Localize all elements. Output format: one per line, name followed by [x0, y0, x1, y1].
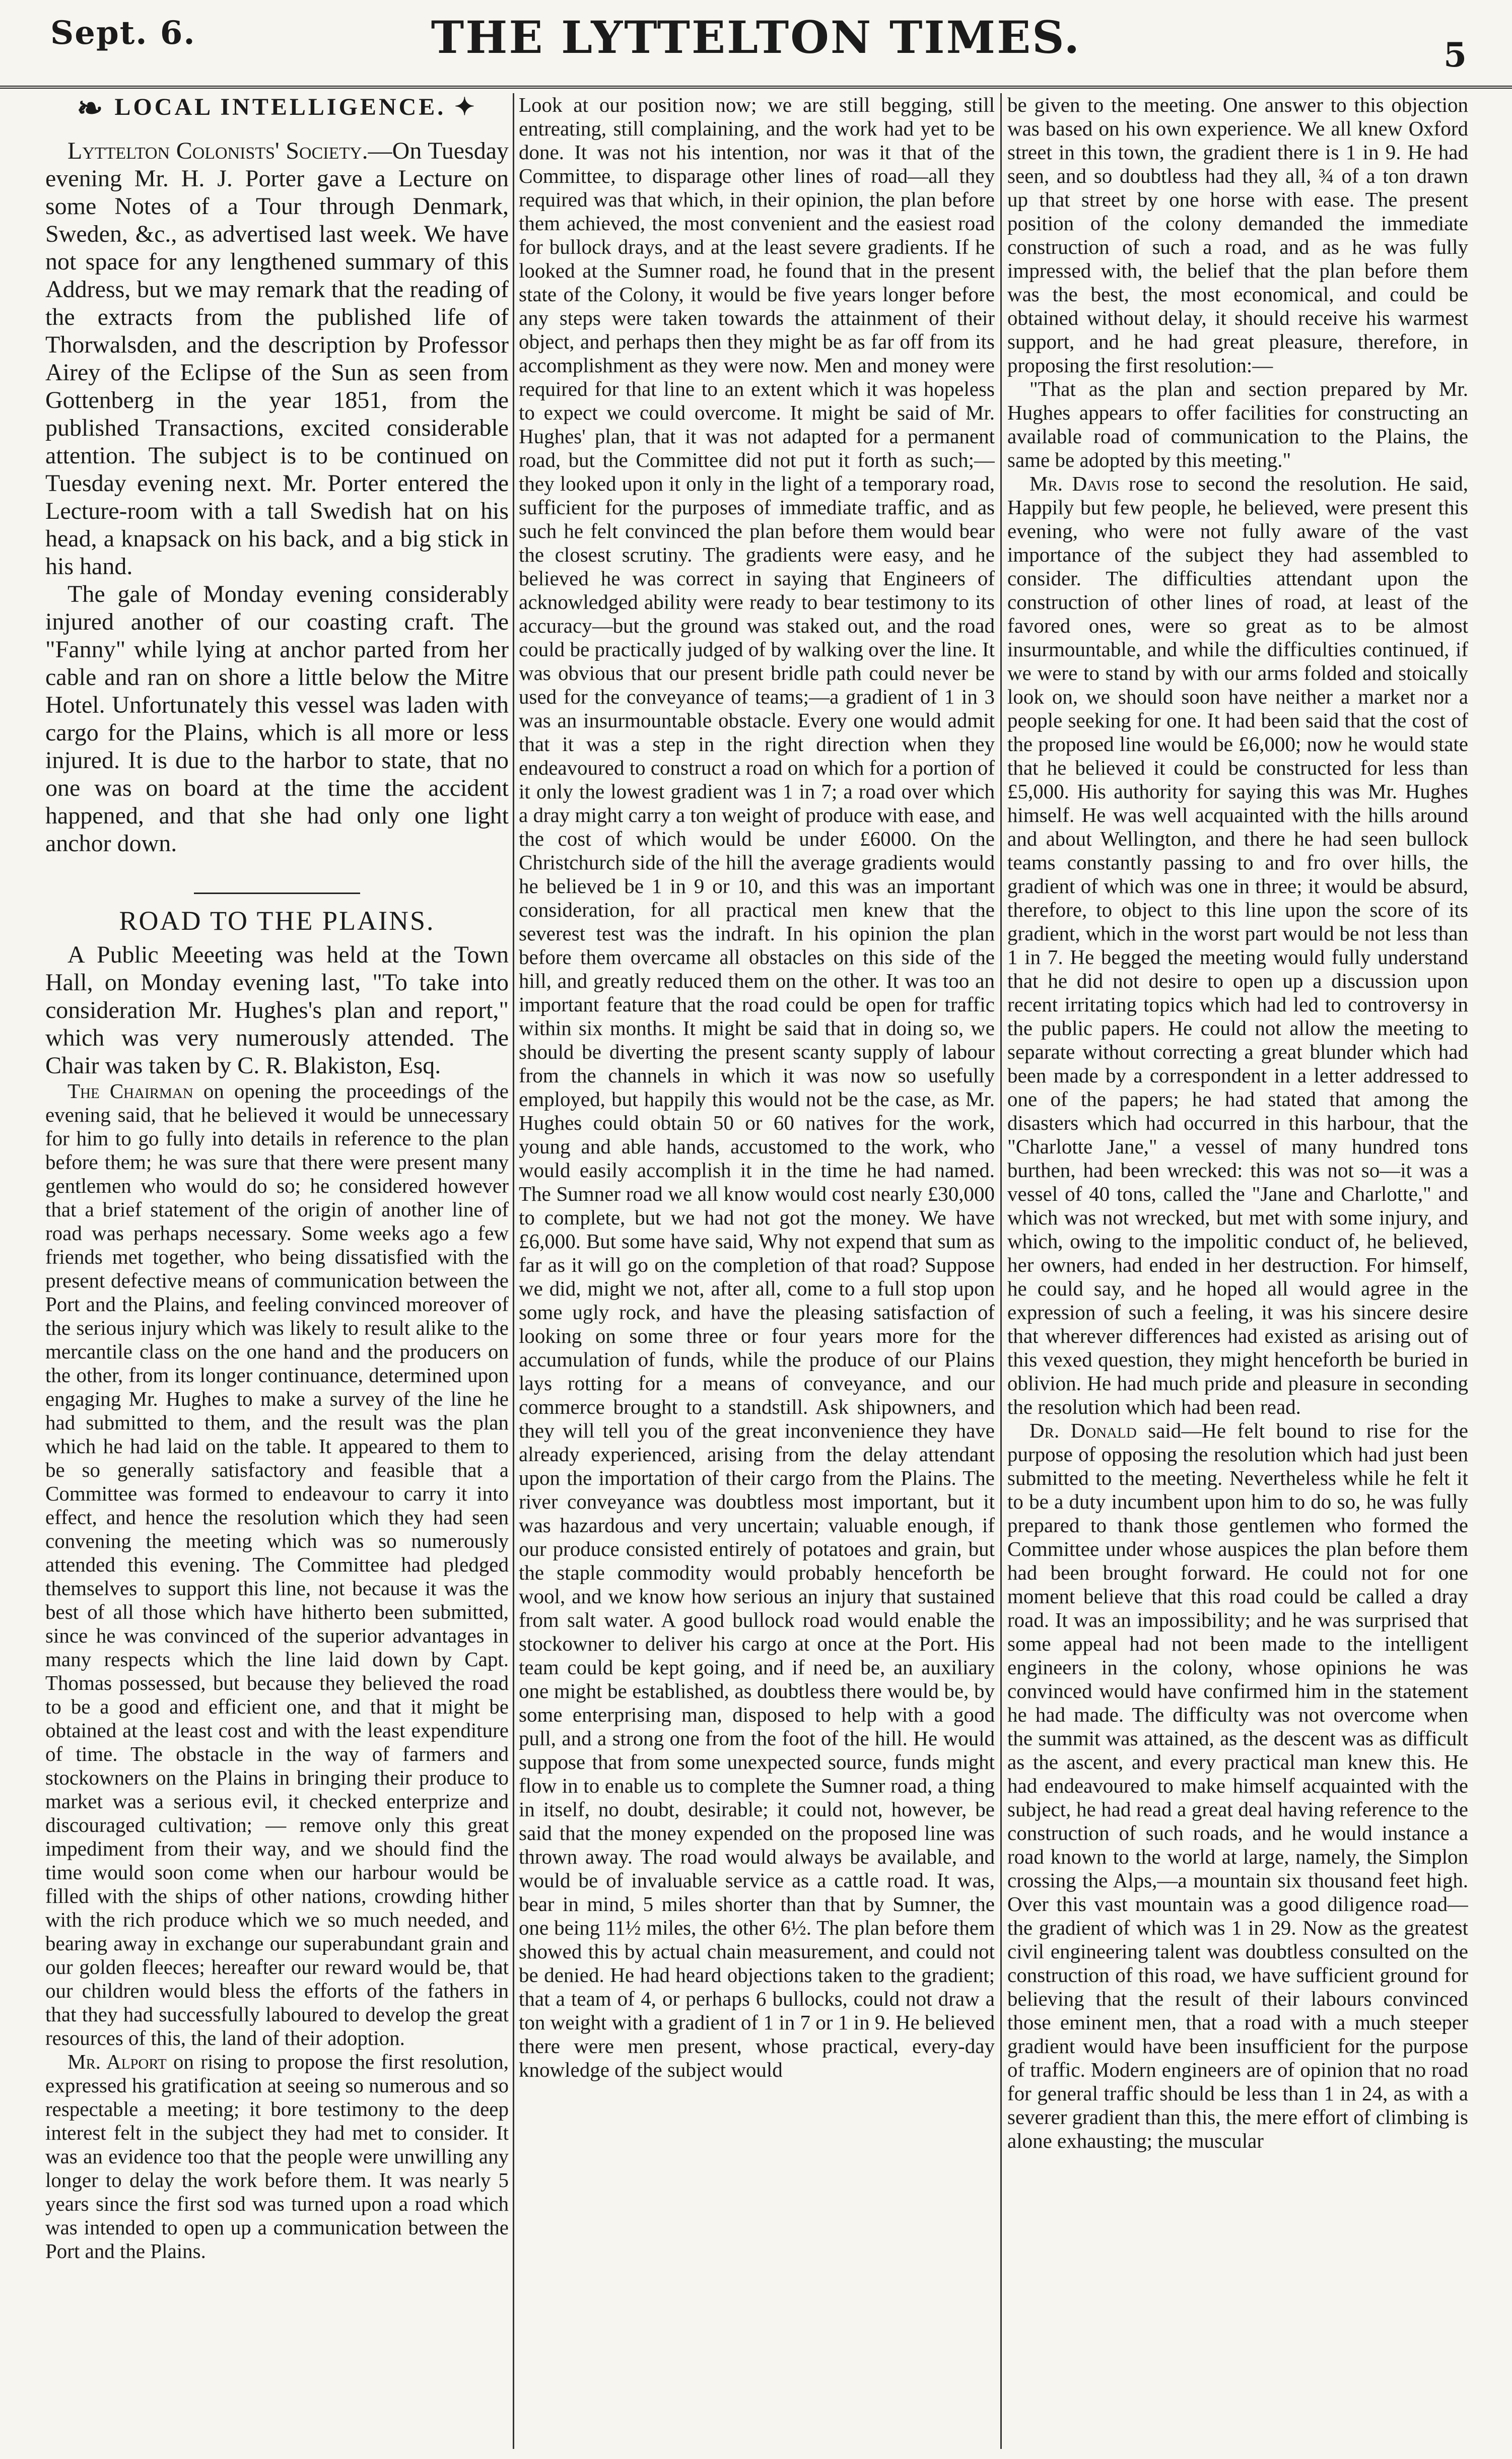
issue-date: Sept. 6.: [50, 14, 196, 52]
speaker-name: Dr. Donald: [1029, 1419, 1137, 1442]
article-paragraph: Look at our position now; we are still begging, still entreating, still complaining, and the work had yet to be done. It was not his intention, nor was it that of the Committee, to disparage other lines of road—all they required was that which, in their opinion, the plan before them achieved, the most convenient and the easiest road for bullock drays, and at the least severe gradients. If he looked at the Sumner road, he found that in the present state of the Colony, it would be five years longer before any steps were taken towards the attainment of their object, and perhaps then they might be as far off from its accomplishment as they were now. Men and money were required for that line to an extent which it was hopeless to expect we could overcome. It might be said of Mr. Hughes' plan, that it was not adapted for a permanent road, but the Committee did not put it forth as such;—they looked upon it only in the light of a temporary road, sufficient for the purposes of immediate traffic, and as such he felt convinced the plan before them would bear the closest scrutiny. The gradients were easy, and he believed he was correct in saying that Engineers of acknowledged ability were ready to bear testimony to its accuracy—but the ground was staked out, and the road could be practically judged of by walking over the line. It was obvious that our present bridle path could never be used for the conveyance of teams;—a gradient of 1 in 3 was an insurmountable obstacle. Every one would admit that it was a step in the right direction when they endeavoured to construct a road on which for a portion of it only the lowest gradient was 1 in 7; a road over which a dray might carry a ton weight of produce with ease, and the cost of which would be under £6000. On the Christchurch side of the hill the average gradients would he believed be 1 in 9 or 10, and this was an important consideration, for all practical men knew that the severest test was the indraft. In his opinion the plan before them overcame all obstacles on this side of the hill, and greatly reduced them on the other. It was too an important feature that the road could be open for traffic within six months. It might be said that in doing so, we should be diverting the present scanty supply of labour from the channels in which it was now so usefully employed, but happily this would not be the case, as Mr. Hughes could obtain 50 or 60 natives for the work, young and able hands, accustomed to the work, who would easily accomplish it in the time he had named. The Sumner road we all know would cost nearly £30,000 to complete, but we had not got the money. We have £6,000. But some have said, Why not expend that sum as far as it will go on the completion of that road? Suppose we did, might we not, after all, come to a full stop upon some ugly rock, and have the pleasing satisfaction of looking on some three or four years more for the accumulation of funds, while the produce of our Plains lays rotting for a means of conveyance, and our commerce brought to a standstill. Ask shipowners, and they will tell you of the great inconvenience they have already experienced, arising from the delay attendant upon the importation of their cargo from the Plains. The river conveyance was doubtless most important, but it was hazardous and very uncertain; valuable enough, if our produce consisted entirely of potatoes and grain, but the staple commodity would probably henceforth be wool, and we know how serious an injury that sustained from salt water. A good bullock road would enable the stockowner to deliver his cargo at once at the Port. His team could be kept going, and if need be, an auxiliary one might be established, as doubtless there would be, by some enterprising man, disposed to help with a good pull, and a strong one from the foot of the hill. He would suppose that from some unexpected source, funds might flow in to enable us to complete the Sumner road, a thing in itself, no doubt, desirable; it could not, however, be said that the money expended on the proposed line was thrown away. The road would always be available, and would be of invaluable service as a cattle road. It was, bear in mind, 5 miles shorter than that by Sumner, the one being 11½ miles, the other 6½. The plan before them showed this by actual chain measurement, and could not be denied. He had heard objections taken to the gradient; that a team of 4, or perhaps 6 bullocks, could not draw a ton weight with a gradient of 1 in 7 or 1 in 9. He believed there were men present, whose practical, every-day knowledge of the subject would: [519, 93, 995, 2081]
article-paragraph: Dr. Donald said—He felt bound to rise for the purpose of opposing the resolution which had just been submitted to the meeting. Nevertheless while he felt it to be a duty incumbent upon him to do so, he was fully prepared to thank those gentlemen who formed the Committee under whose auspices the plan before them had been brought forward. He could not for one moment believe that this road could be called a dray road. It was an impossibility; and he was surprised that some appeal had not been made to the intelligent engineers in the colony, whose opinions he was convinced would have confirmed him in the statement he had made. The difficulty was not overcome when the summit was attained, as the descent was as difficult as the ascent, and every practical man knew this. He had endeavoured to make himself acquainted with the subject, he had read a great deal having reference to the construction of such roads, and he would instance a road known to the world at large, namely, the Simplon crossing the Alps,—a mountain six thousand feet high. Over this vast mountain was a good diligence road—the gradient of which was 1 in 29. Now as the greatest civil engineering talent was doubtless consulted on the construction of this road, we have sufficient ground for believing that the result of their labours convinced those eminent men, that a road with a much steeper gradient would have been insufficient for the purpose of traffic. Modern engineers are of opinion that no road for general traffic should be less than 1 in 24, as with a severer gradient than this, the mere effort of climbing is alone exhausting; the muscular: [1007, 1419, 1468, 2152]
article-paragraph: The gale of Monday evening considerably injured another of our coasting craft. The "Fanny" while lying at anchor parted from her cable and ran on shore a little below the Mitre Hotel. Unfortunately this vessel was laden with cargo for the Plains, which is all more or less injured. It is due to the harbor to state, that no one was on board at the time the accident happened, and that she had only one light anchor down.: [45, 581, 509, 857]
column-rule: [513, 93, 514, 2449]
article-paragraph: Mr. Alport on rising to propose the first resolution, expressed his gratification at seeing so numerous and so respectable a meeting; it bore testimony to the deep interest felt in the subject they had met to consider. It was an evidence too that the people were unwilling any longer to delay the work before them. It was nearly 5 years since the first sod was turned upon a road which was intended to open up a communication between the Port and the Plains.: [45, 2050, 509, 2263]
article-paragraph: The Chairman on opening the proceedings of the evening said, that he believed it would be unnecessary for him to go fully into details in reference to the plan before them; he was sure that there were present many gentlemen who would do so; he considered however that a brief statement of the origin of another line of road was perhaps necessary. Some weeks ago a few friends met together, who being dissatisfied with the present defective means of communication between the Port and the Plains, and feeling convinced moreover of the serious injury which was likely to result alike to the mercantile class on the one hand and the producers on the other, from its longer continuance, determined upon engaging Mr. Hughes to make a survey of the line he had submitted to them, and the result was the plan which he had laid on the table. It appeared to them to be so generally satisfactory and feasible that a Committee was formed to endeavour to carry it into effect, and hence the resolution which they had seen convening the meeting which was so numerously attended this evening. The Committee had pledged themselves to support this line, not because it was the best of all those which have hitherto been submitted, since he was convinced of the superior advantages in many respects which the line laid down by Capt. Thomas possessed, but because they believed the road to be a good and efficient one, and that it might be obtained at the least cost and with the least expenditure of time. The obstacle in the way of farmers and stockowners on the Plains in bringing their produce to market was a serious evil, it checked enterprize and discouraged cultivation; — remove only this great impediment from their way, and we should find the time would soon come when our harbour would be filled with the ships of other nations, crowding hither with the rich produce which we so much needed, and bearing away in exchange our superabundant grain and our golden fleeces; hereafter our reward would be, that our children would bless the efforts of the fathers in that they had successfully laboured to develop the great resources of this, the land of their adoption.: [45, 1079, 509, 2050]
section-divider: [194, 893, 360, 894]
road-to-plains-heading: ROAD TO THE PLAINS.: [119, 906, 435, 936]
article-paragraph: be given to the meeting. One answer to this objection was based on his own experience. We all knew Oxford street in this town, the gradient there is 1 in 9. He had seen, and so doubtless had they all, ¾ of a ton drawn up that street by one horse with ease. The present position of the colony demanded the immediate construction of such a road, and as he was fully impressed with, the belief that the plan before them was the best, the most economical, and could be obtained without delay, it should receive his warmest support, and he had great pleasure, therefore, in proposing the first resolution:—: [1007, 93, 1468, 377]
speaker-name: Mr. Alport: [67, 2050, 167, 2074]
speaker-name: Mr. Davis: [1029, 472, 1120, 495]
column-rule: [1000, 93, 1002, 2449]
column-3: [1007, 93, 1468, 2449]
resolution-quote: "That as the plan and section prepared by Mr. Hughes appears to offer facilities for constructing an available road of communication to the Plains, the same be adopted by this meeting.": [1007, 377, 1468, 471]
ornament-icon: ❧: [77, 93, 106, 126]
article-paragraph: Lyttelton Colonists' Society.—On Tuesday evening Mr. H. J. Porter gave a Lecture on some Notes of a Tour through Denmark, Sweden, &c., as advertised last week. We have not space for any lengthened summary of this Address, but we may remark that the reading of the extracts from the published life of Thorwalsden, and the description by Professor Airey of the Eclipse of the Sun as seen from Gottenberg in the year 1851, from the published Transactions, excited considerable attention. The subject is to be continued on Tuesday evening next. Mr. Porter entered the Lecture-room with a tall Swedish hat on his head, a knapsack on his back, and a big stick in his hand.: [45, 138, 509, 580]
page-number: 5: [1444, 35, 1467, 75]
column-1: [45, 93, 509, 2449]
newspaper-title: THE LYTTELTON TIMES.: [431, 11, 1081, 63]
speaker-name: The Chairman: [67, 1079, 193, 1103]
paragraph-lead: Lyttelton Colonists' Society.: [67, 138, 368, 165]
article-paragraph: A Public Meeeting was held at the Town Hall, on Monday evening last, "To take into consideration Mr. Hughes's plan and report," which was very numerously attended. The Chair was taken by C. R. Blakiston, Esq.: [45, 941, 509, 1079]
column-2: [519, 93, 995, 2449]
article-paragraph: Mr. Davis rose to second the resolution. He said, Happily but few people, he believed, were present this evening, who were not fully aware of the vast importance of the subject they had assembled to consider. The difficulties attendant upon the construction of other lines of road, at least of the favored ones, were so great as to be almost insurmountable, and while the difficulties continued, if we were to stand by with our arms folded and stoically look on, we should soon have neither a market nor a people seeking for one. It had been said that the cost of the proposed line would be £6,000; now he would state that he believed it could be constructed for less than £5,000. His authority for saying this was Mr. Hughes himself. He was well acquainted with the hills around and about Wellington, and there he had seen bullock teams constantly passing to and fro over hills, the gradient of which was one in three; it would be absurd, therefore, to object to this line upon the score of its gradient, which in the worst part would be not less than 1 in 7. He begged the meeting would fully understand that he did not desire to open up a discussion upon recent irritating topics which had led to controversy in the public papers. He could not allow the meeting to separate without correcting a great blunder which had been made by a correspondent in a letter addressed to one of the papers; he had stated that among the disasters which had occurred in this harbour, that the "Charlotte Jane," a vessel of many hundred tons burthen, had been wrecked: this was not so—it was a vessel of 40 tons, called the "Jane and Charlotte," and which was not wrecked, but met with some injury, and which, owing to the impolitic conduct of, he believed, her owners, had ended in her destruction. For himself, he could say, and he hoped all would agree in the expression of such a feeling, it was his sincere desire that wherever differences had existed as arising out of this vexed question, they might henceforth be buried in oblivion. He had much pride and pleasure in seconding the resolution which had been read.: [1007, 472, 1468, 1418]
masthead: [0, 0, 1512, 89]
local-intelligence-heading: ❧ LOCAL INTELLIGENCE. ✦: [45, 95, 509, 121]
